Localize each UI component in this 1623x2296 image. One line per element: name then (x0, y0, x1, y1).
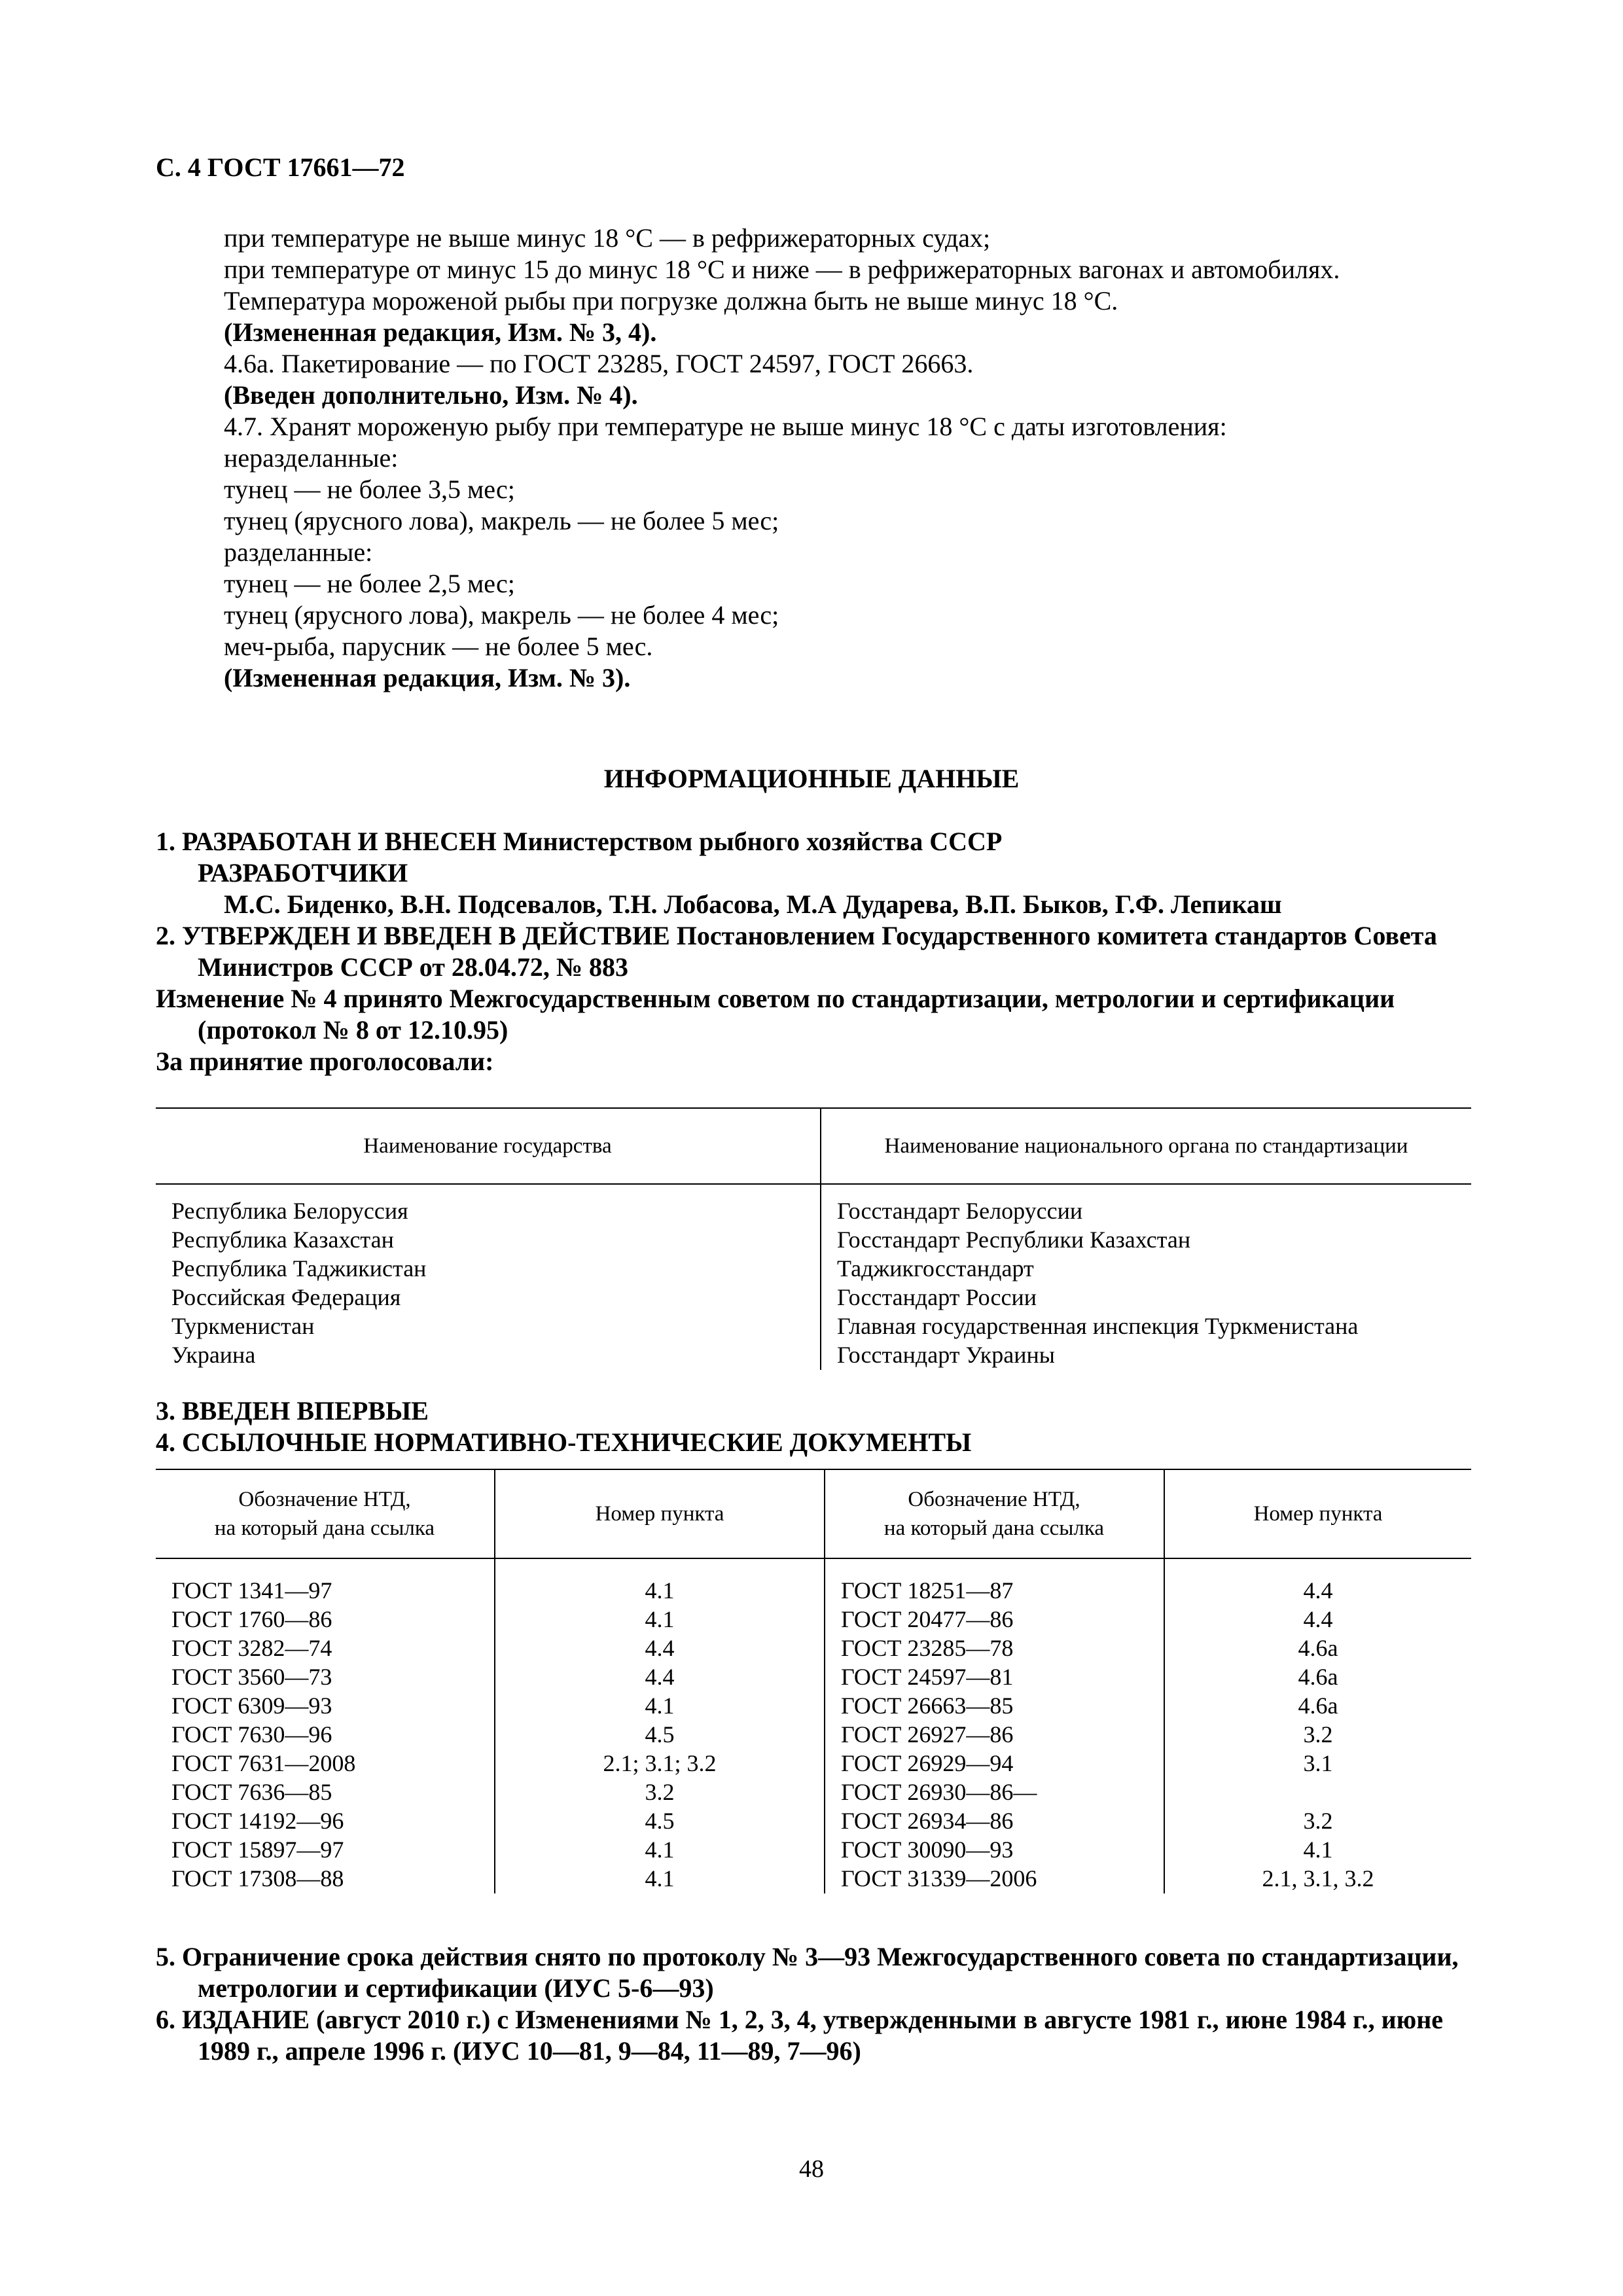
left-items-column (495, 1558, 825, 1893)
developers-label: РАЗРАБОТЧИКИ (198, 858, 408, 888)
column-header-item-left: Номер пункта (495, 1469, 825, 1558)
table-cell (1166, 1778, 1471, 1806)
votes-table (156, 1107, 1471, 1370)
developers-names: М.С. Биденко, В.Н. Подсевалов, Т.Н. Лобасова, М.А Дударева, В.П. Быков, Г.Ф. Лепикаш (224, 889, 1282, 919)
info-item-2: 2. УТВЕРЖДЕН И ВВЕДЕН В ДЕЙСТВИЕ Постановлением Государственного комитета стандартов Совета Министров СССР от 28.04.72, № 883 (156, 921, 1437, 982)
table-cell: ГОСТ 15897—97 (171, 1837, 344, 1863)
table-cell: 2.1, 3.1, 3.2 (1262, 1865, 1374, 1892)
table-cell: Республика Белоруссия (171, 1198, 408, 1224)
info-item-6: 6. ИЗДАНИЕ (август 2010 г.) с Изменениями № 1, 2, 3, 4, утвержденными в августе 1981 г., июне 1984 г., июне 1989 г., апреле 1996 г. (ИУС 10—81, 9—84, 11—89, 7—96) (156, 2005, 1444, 2066)
table-cell: 4.6а (1298, 1664, 1338, 1690)
left-docs-column (156, 1558, 495, 1893)
table-cell: ГОСТ 30090—93 (841, 1837, 1014, 1863)
header-line: Обозначение НТД, (238, 1488, 411, 1511)
page-number: 48 (799, 2155, 824, 2183)
table-cell: 4.1 (645, 1577, 675, 1604)
table-cell: ГОСТ 24597—81 (841, 1664, 1014, 1690)
table-cell: ГОСТ 31339—2006 (841, 1865, 1037, 1892)
info-items-bottom (156, 1941, 1471, 2067)
table-cell: 3.1 (1303, 1750, 1333, 1776)
transport-conditions (156, 223, 1471, 694)
info-item-4: 4. ССЫЛОЧНЫЕ НОРМАТИВНО-ТЕХНИЧЕСКИЕ ДОКУМЕНТЫ (156, 1427, 972, 1457)
table-cell: Госстандарт России (837, 1284, 1037, 1310)
info-items-middle (156, 1395, 1471, 1458)
table-cell: Республика Таджикистан (171, 1255, 427, 1282)
table-cell: ГОСТ 6309—93 (171, 1693, 332, 1719)
clause-4-7: 4.7. Хранят мороженую рыбу при температуре не выше минус 18 °С с даты изготовления: (224, 412, 1227, 441)
table-cell: ГОСТ 1341—97 (171, 1577, 332, 1604)
table-cell: Украина (171, 1342, 256, 1368)
table-cell: 4.6а (1298, 1635, 1338, 1661)
column-header-doc-right (825, 1469, 1164, 1558)
table-cell: Госстандарт Украины (837, 1342, 1055, 1368)
right-docs-column (825, 1558, 1164, 1893)
info-title: ИНФОРМАЦИОННЫЕ ДАННЫЕ (603, 764, 1020, 793)
table-cell: 4.5 (645, 1721, 675, 1748)
text-line: Температура мороженой рыбы при погрузке должна быть не выше минус 18 °С. (224, 286, 1118, 315)
table-cell: 4.1 (645, 1606, 675, 1632)
table-cell: 4.4 (645, 1664, 675, 1690)
table-cell: ГОСТ 17308—88 (171, 1865, 344, 1892)
table-cell: ГОСТ 7631—2008 (171, 1750, 356, 1776)
header-line: Обозначение НТД, (908, 1488, 1080, 1511)
storage-line: тунец (ярусного лова), макрель — не более 4 мес; (224, 600, 779, 630)
table-cell: ГОСТ 1760—86 (171, 1606, 332, 1632)
table-cell: 4.1 (645, 1693, 675, 1719)
info-item-3: 3. ВВЕДЕН ВПЕРВЫЕ (156, 1396, 429, 1426)
text-line: при температуре не выше минус 18 °С — в рефрижераторных судах; (224, 223, 991, 253)
table-cell: Госстандарт Белоруссии (837, 1198, 1083, 1224)
table-cell: 4.1 (645, 1865, 675, 1892)
table-cell: 3.2 (1303, 1721, 1333, 1748)
change-4-note: Изменение № 4 принято Межгосударственным советом по стандартизации, метрологии и сертификации (протокол № 8 от 12.10.95) (156, 984, 1395, 1045)
clause-4-6a: 4.6а. Пакетирование — по ГОСТ 23285, ГОСТ 24597, ГОСТ 26663. (224, 349, 974, 378)
amendment-note: (Введен дополнительно, Изм. № 4). (224, 380, 638, 410)
column-header-item-right: Номер пункта (1164, 1469, 1471, 1558)
header-line: на который дана ссылка (214, 1516, 435, 1540)
text-line: при температуре от минус 15 до минус 18 °С и ниже — в рефрижераторных вагонах и автомобилях. (224, 255, 1340, 284)
table-cell: 4.4 (645, 1635, 675, 1661)
references-table (156, 1469, 1471, 1893)
table-cell: ГОСТ 20477—86 (841, 1606, 1014, 1632)
info-item-5: 5. Ограничение срока действия снято по протоколу № 3—93 Межгосударственного совета по стандартизации, метрологии и сертификации (ИУС 5-6—93) (156, 1942, 1459, 2003)
storage-line: тунец (ярусного лова), макрель — не более 5 мес; (224, 506, 779, 535)
info-items-top (156, 826, 1471, 1077)
table-cell: ГОСТ 23285—78 (841, 1635, 1014, 1661)
table-cell: 4.1 (645, 1837, 675, 1863)
table-cell: Госстандарт Республики Казахстан (837, 1227, 1191, 1253)
states-column (156, 1184, 821, 1370)
table-cell: ГОСТ 7636—85 (171, 1779, 332, 1805)
table-cell: Российская Федерация (171, 1284, 401, 1310)
storage-line: тунец — не более 2,5 мес; (224, 569, 515, 598)
right-items-column (1164, 1558, 1471, 1893)
voted-label: За принятие проголосовали: (156, 1047, 494, 1076)
table-cell: ГОСТ 7630—96 (171, 1721, 332, 1748)
table-cell: ГОСТ 18251—87 (841, 1577, 1014, 1604)
table-cell: ГОСТ 26929—94 (841, 1750, 1014, 1776)
table-cell: 4.5 (645, 1808, 675, 1834)
table-cell: Главная государственная инспекция Туркменистана (837, 1313, 1359, 1339)
table-cell: 4.4 (1303, 1577, 1333, 1604)
table-cell: Таджикгосстандарт (837, 1255, 1034, 1282)
storage-line: разделанные: (224, 537, 373, 567)
table-cell: ГОСТ 26930—86— (841, 1779, 1037, 1805)
amendment-note: (Измененная редакция, Изм. № 3). (224, 663, 631, 692)
table-cell: ГОСТ 3560—73 (171, 1664, 332, 1690)
storage-line: меч-рыба, парусник — не более 5 мес. (224, 632, 653, 661)
bodies-column (821, 1184, 1471, 1370)
column-header-doc-left (156, 1469, 495, 1558)
table-cell: 4.4 (1303, 1606, 1333, 1632)
table-cell: 4.6а (1298, 1693, 1338, 1719)
table-cell: 4.1 (1303, 1837, 1333, 1863)
storage-list (156, 442, 1471, 662)
table-cell: Туркменистан (171, 1313, 315, 1339)
amendment-note: (Измененная редакция, Изм. № 3, 4). (224, 317, 657, 347)
table-cell: ГОСТ 26663—85 (841, 1693, 1014, 1719)
table-cell: 3.2 (645, 1779, 675, 1805)
table-cell: ГОСТ 3282—74 (171, 1635, 332, 1661)
table-cell: ГОСТ 14192—96 (171, 1808, 344, 1834)
table-cell: 2.1; 3.1; 3.2 (603, 1750, 717, 1776)
table-cell: Республика Казахстан (171, 1227, 394, 1253)
column-header-body: Наименование национального органа по стандартизации (821, 1108, 1471, 1184)
column-header-state: Наименование государства (156, 1108, 821, 1184)
info-item-1: 1. РАЗРАБОТАН И ВНЕСЕН Министерством рыбного хозяйства СССР (156, 827, 1003, 856)
storage-line: тунец — не более 3,5 мес; (224, 475, 515, 504)
storage-line: неразделанные: (224, 443, 399, 473)
header-line: на который дана ссылка (883, 1516, 1105, 1540)
running-header: С. 4 ГОСТ 17661—72 (156, 152, 405, 182)
table-cell: 3.2 (1303, 1808, 1333, 1834)
table-cell: ГОСТ 26934—86 (841, 1808, 1014, 1834)
table-cell: ГОСТ 26927—86 (841, 1721, 1014, 1748)
